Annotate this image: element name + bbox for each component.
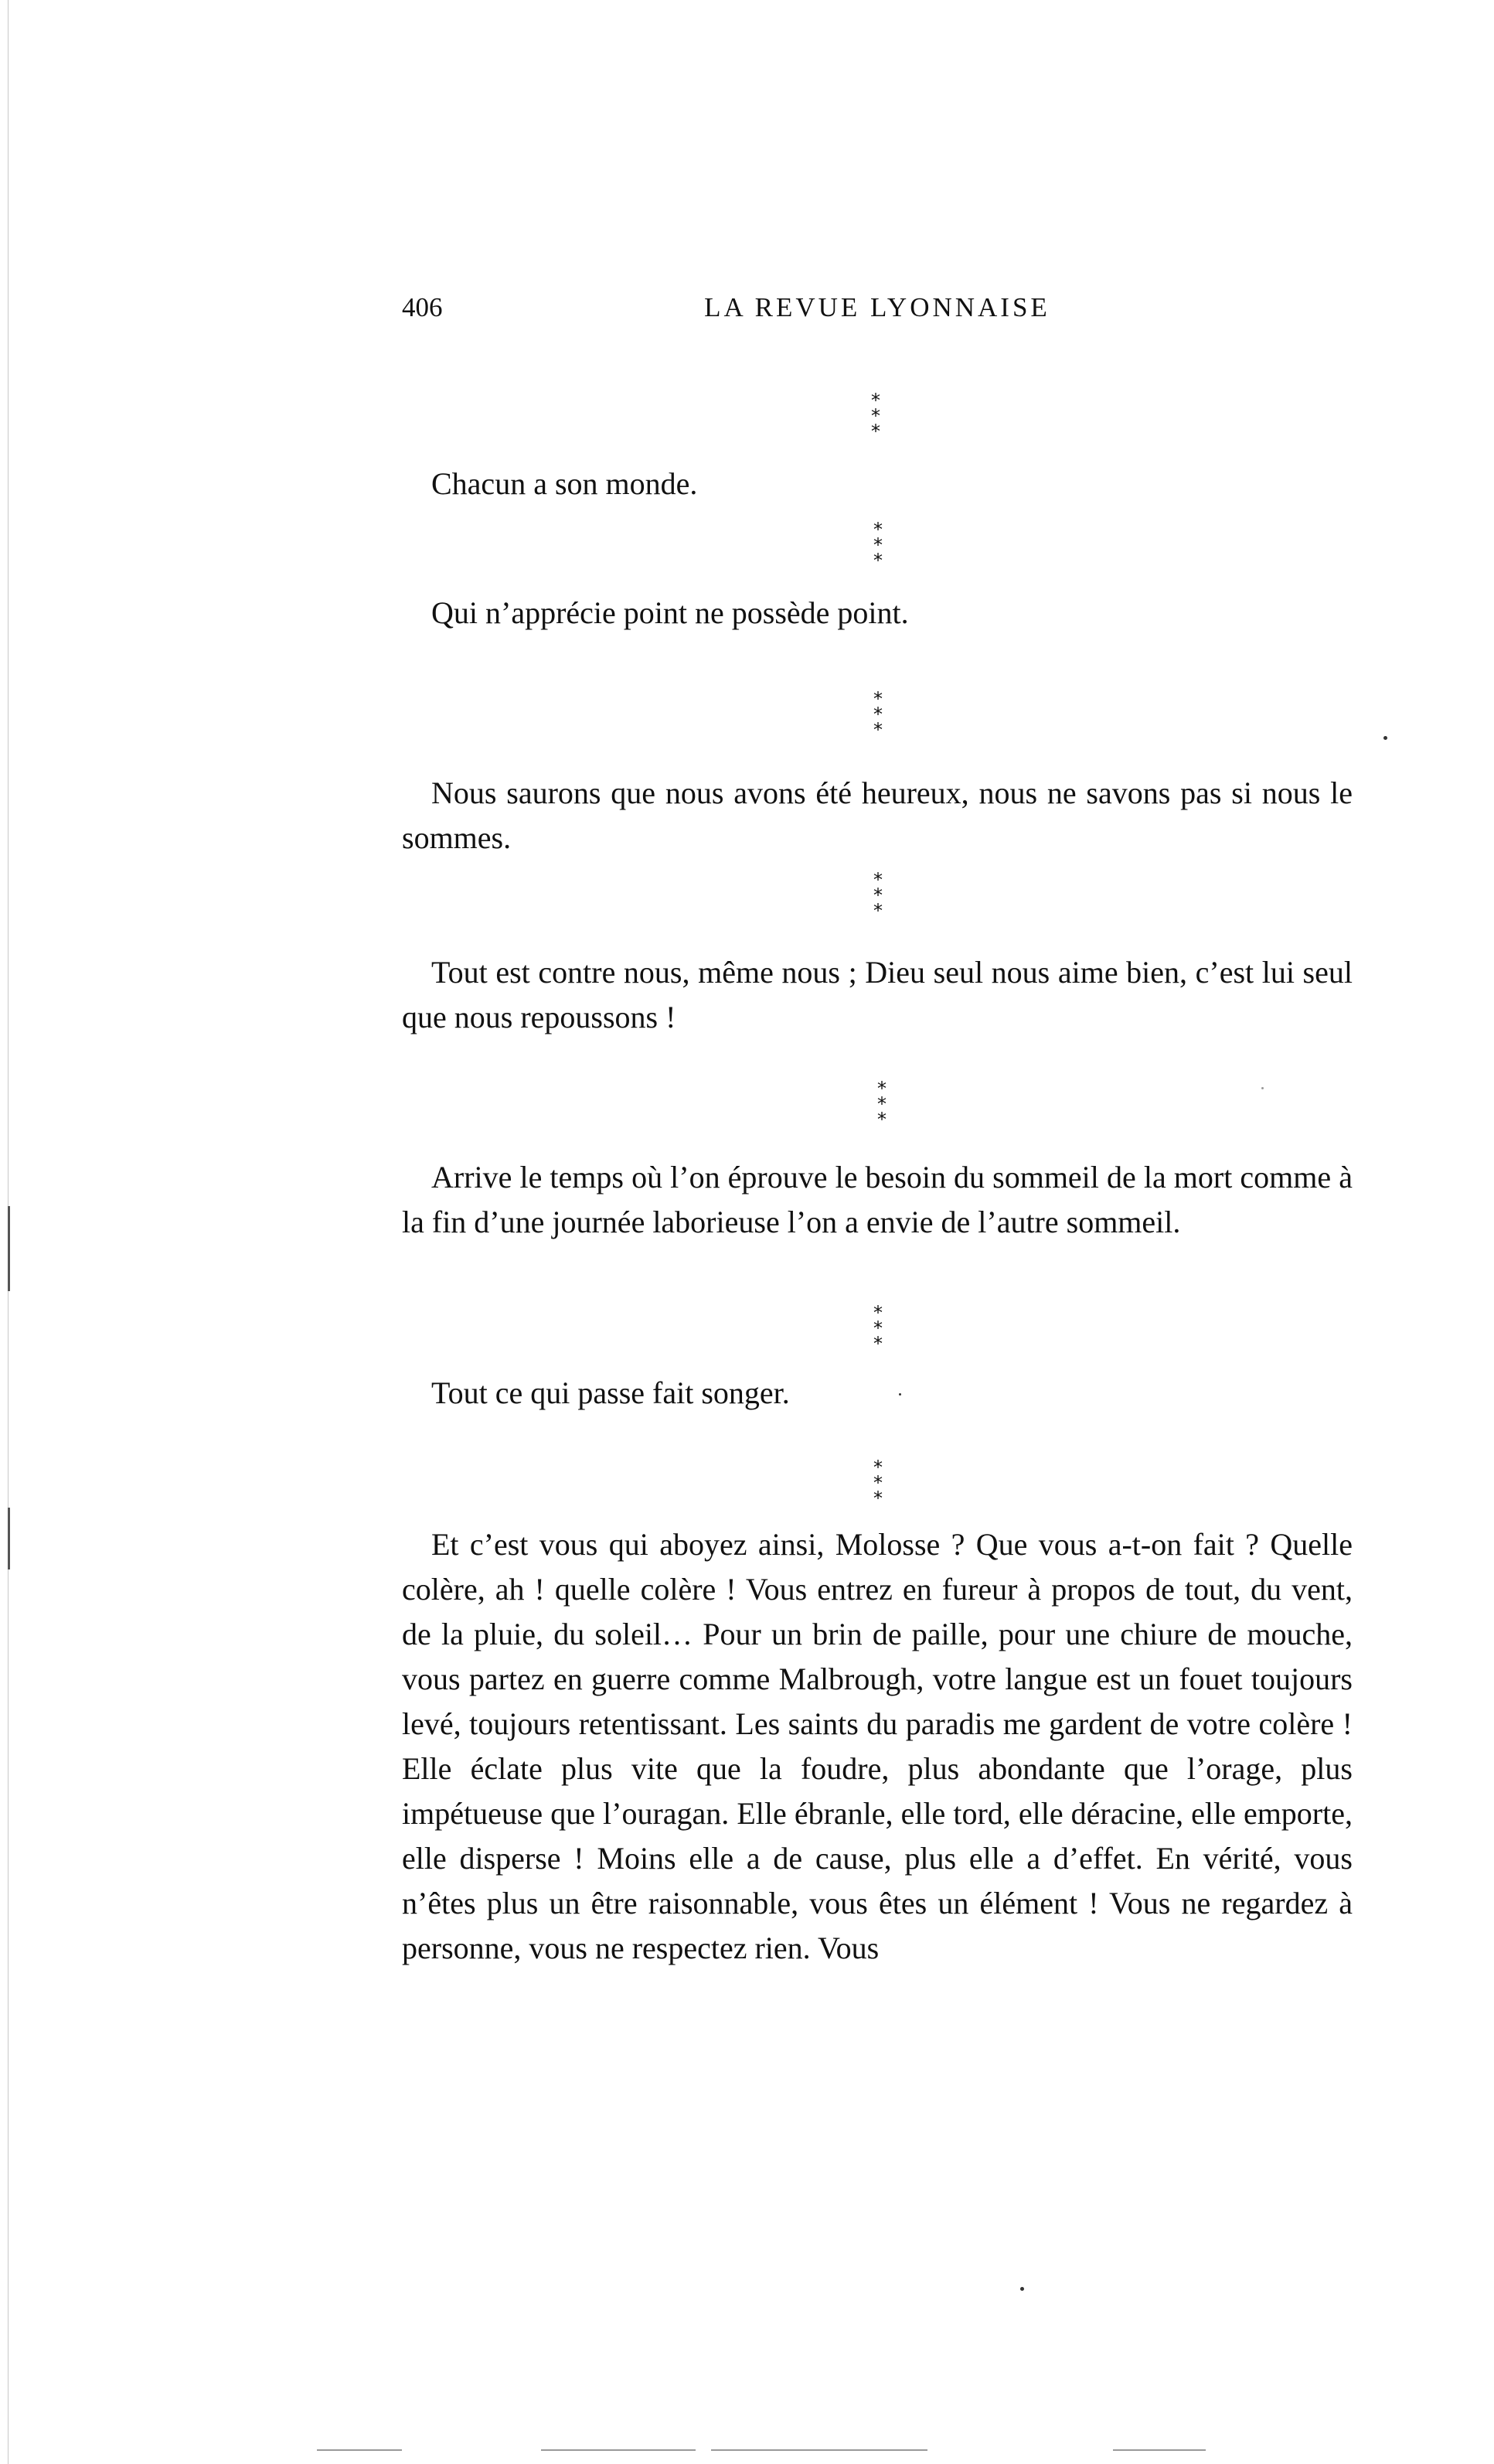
maxim-paragraph: Tout est contre nous, même nous ; Dieu seul nous aime bien, c’est lui seul que nous repoussons ! (402, 955, 1353, 1034)
asterism-separator (855, 519, 901, 571)
asterism-bottom: * * (871, 405, 888, 442)
scan-speck (899, 1393, 901, 1396)
asterism-bottom: * * (877, 1093, 894, 1130)
scan-speck (1261, 1087, 1264, 1089)
asterism-top: * (873, 519, 883, 540)
asterism-top: * (877, 1078, 887, 1099)
asterism-bottom: * * (873, 884, 890, 922)
asterism-bottom: * * (873, 1317, 890, 1355)
asterism-top: * (873, 1457, 883, 1478)
scan-bottom-rule (541, 2449, 696, 2451)
scan-edge-mark (8, 1206, 10, 1291)
page-header (402, 292, 1353, 329)
scan-bottom-rule (317, 2449, 402, 2451)
asterism-separator (855, 869, 901, 922)
scan-bottom-rule (1113, 2449, 1206, 2451)
page-number: 406 (402, 292, 443, 322)
maxim-paragraph: Tout ce qui passe fait songer. (431, 1375, 790, 1410)
maxim-paragraph: Nous saurons que nous avons été heureux, nous ne savons pas si nous le sommes. (402, 775, 1353, 855)
asterism-top: * (873, 869, 883, 891)
asterism-separator (855, 688, 901, 741)
maxim-paragraph: Qui n’apprécie point ne possède point. (431, 595, 909, 630)
asterism-top: * (873, 1302, 883, 1324)
asterism-bottom: * * (873, 534, 890, 571)
asterism-separator (852, 390, 899, 442)
scan-bottom-rule (711, 2449, 927, 2451)
asterism-bottom: * * (873, 1472, 890, 1509)
asterism-separator (855, 1457, 901, 1509)
maxim-paragraph: Arrive le temps où l’on éprouve le besoin du sommeil de la mort comme à la fin d’une journée laborieuse l’on a envie de l’autre sommeil. (402, 1160, 1353, 1239)
body-paragraph: Et c’est vous qui aboyez ainsi, Molosse ? Que vous a-t-on fait ? Quelle colère, ah ! quelle colère ! Vous entrez en fureur à propos de tout, du vent, de la pluie, du soleil… Pour un brin de paille, pour une chiure de mouche, vous partez en guerre comme Malbrough, votre langue est un fouet toujours levé, toujours retentissant. Les saints du paradis me gardent de votre colère ! Elle éclate plus vite que la foudre, plus abondante que l’orage, plus impétueuse que l’ouragan. Elle ébranle, elle tord, elle déracine, elle emporte, elle disperse ! Moins elle a de cause, plus elle a d’effet. En vérité, vous n’êtes plus un être raisonnable, vous êtes un élément ! Vous ne regardez à personne, vous ne respectez rien. Vous (402, 1527, 1353, 1965)
scan-speck (1383, 736, 1387, 740)
asterism-top: * (873, 688, 883, 710)
scan-edge-mark (8, 1508, 10, 1569)
asterism-separator (855, 1302, 901, 1355)
asterism-top: * (871, 390, 880, 411)
maxim-paragraph: Chacun a son monde. (431, 466, 698, 501)
asterism-separator (859, 1078, 905, 1130)
running-title: LA REVUE LYONNAISE (704, 292, 1050, 322)
asterism-bottom: * * (873, 704, 890, 741)
scan-speck (1020, 2287, 1024, 2291)
